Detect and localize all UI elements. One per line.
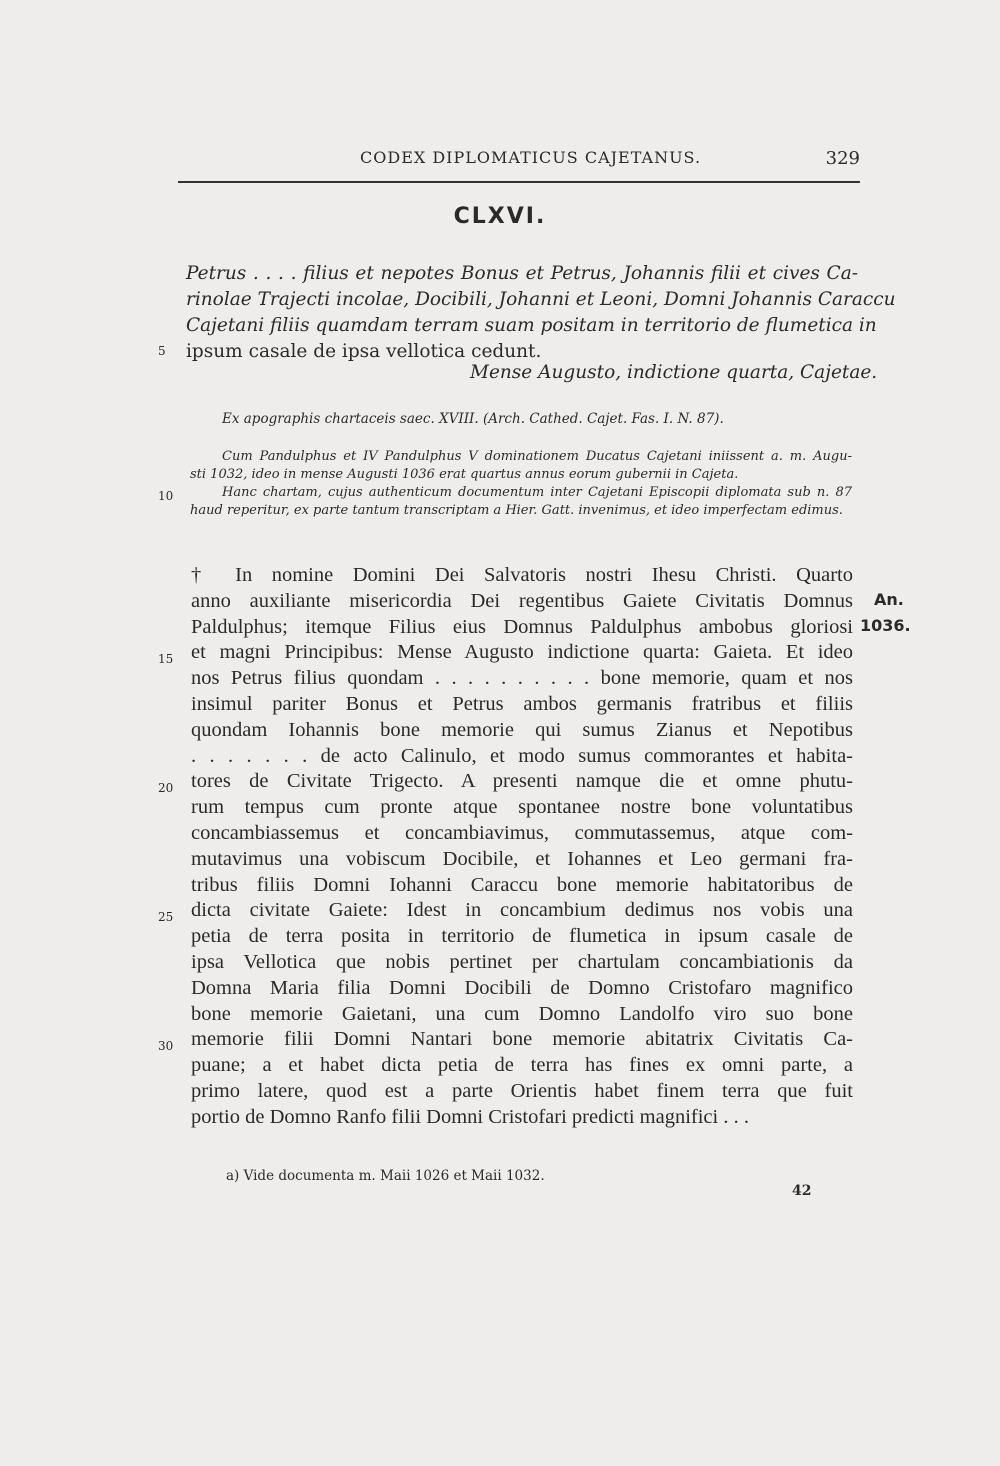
regest-line: Cajetani filiis quamdam terram suam positam in territorio de flumetica in	[186, 315, 877, 336]
text-line: et magni Principibus: Mense Augusto indictione quarta: Gaieta. Et ideo	[191, 641, 853, 664]
regest-line: ipsum casale de ipsa vellotica cedunt.	[186, 341, 542, 362]
text-line: dicta civitate Gaiete: Idest in concambium dedimus nos vobis una	[191, 899, 853, 922]
regest-line: rinolae Trajecti incolae, Docibili, Johanni et Leoni, Domni Johannis Caraccu	[186, 289, 896, 310]
charter-text	[191, 563, 853, 1131]
regest-dateline: Mense Augusto, indictione quarta, Cajetae.	[470, 362, 878, 383]
text-line: anno auxiliante misericordia Dei regentibus Gaiete Civitatis Domnus	[191, 589, 853, 612]
text-line: memorie filii Domni Nantari bone memorie abitatrix Civitatis Ca-	[191, 1028, 853, 1051]
text-line: nos Petrus filius quondam . . . . . . . . . . bone memorie, quam et nos	[191, 667, 853, 690]
text-line: Paldulphus; itemque Filius eius Domnus Paldulphus ambobus gloriosi	[191, 615, 853, 638]
margin-date-year: 1036.	[860, 616, 911, 635]
text-line: mutavimus una vobiscum Docibile, et Iohannes et Leo germani fra-	[191, 847, 853, 870]
note-line: haud reperitur, ex parte tantum transcriptam a Hier. Gatt. invenimus, et ideo imperfectam edimus.	[190, 503, 843, 518]
line-number: 30	[158, 1039, 174, 1053]
line-number: 25	[158, 910, 174, 924]
text-line: quondam Iohannis bone memorie qui sumus Zianus et Nepotibus	[191, 718, 853, 741]
text-line: bone memorie Gaietani, una cum Domno Landolfo viro suo bone	[191, 1002, 853, 1025]
text-line: tribus filiis Domni Iohanni Caraccu bone memorie habitatoribus de	[191, 873, 853, 896]
line-number: 5	[158, 344, 166, 358]
editorial-notes	[190, 448, 852, 520]
text-line: petia de terra posita in territorio de flumetica in ipsum casale de	[191, 925, 853, 948]
header-rule	[178, 181, 860, 183]
document-number: CLXVI.	[453, 204, 547, 229]
text-line: portio de Domno Ranfo filii Domni Cristofari predicti magnifici . . .	[191, 1105, 749, 1128]
note-line: Hanc chartam, cujus authenticum documentum inter Cajetani Episcopii diplomata sub n. 87	[222, 485, 852, 500]
text-line: Domna Maria filia Domni Docibili de Domno Cristofaro magnifico	[191, 976, 853, 999]
text-line: ipsa Vellotica que nobis pertinet per chartulam concambiationis da	[191, 950, 853, 973]
text-line: insimul pariter Bonus et Petrus ambos germanis fratribus et filiis	[191, 692, 853, 715]
text-line: primo latere, quod est a parte Orientis habet finem terra que fuit	[191, 1079, 853, 1102]
line-number: 20	[158, 781, 174, 795]
regest-line: Petrus . . . . filius et nepotes Bonus et Petrus, Johannis filii et cives Ca-	[186, 263, 858, 284]
page-number: 329	[825, 148, 860, 169]
text-line: concambiassemus et concambiavimus, commutassemus, atque com-	[191, 821, 853, 844]
text-line: . . . . . . . de acto Calinulo, et modo sumus commorantes et habita-	[191, 744, 853, 767]
note-line: Cum Pandulphus et IV Pandulphus V dominationem Ducatus Cajetani iniissent a. m. Augu-	[222, 449, 852, 464]
signature-mark: 42	[792, 1183, 812, 1199]
text-line: rum tempus cum pronte atque spontanee nostre bone voluntatibus	[191, 796, 853, 819]
margin-date-label: An.	[874, 590, 904, 609]
text-line: † In nomine Domini Dei Salvatoris nostri Ihesu Christi. Quarto	[191, 564, 853, 586]
line-number: 10	[158, 489, 174, 503]
source-note: Ex apographis chartaceis saec. XVIII. (Arch. Cathed. Cajet. Fas. I. N. 87).	[222, 411, 724, 427]
running-title: CODEX DIPLOMATICUS CAJETANUS.	[360, 148, 702, 167]
text-line: puane; a et habet dicta petia de terra has fines ex omni parte, a	[191, 1054, 853, 1077]
regest	[186, 261, 896, 365]
footnote: a) Vide documenta m. Maii 1026 et Maii 1032.	[226, 1168, 545, 1184]
line-number: 15	[158, 652, 174, 666]
note-line: sti 1032, ideo in mense Augusti 1036 erat quartus annus eorum gubernii in Cajeta.	[190, 467, 739, 482]
text-line: tores de Civitate Trigecto. A presenti namque die et omne phutu-	[191, 770, 853, 793]
running-head	[185, 148, 860, 172]
